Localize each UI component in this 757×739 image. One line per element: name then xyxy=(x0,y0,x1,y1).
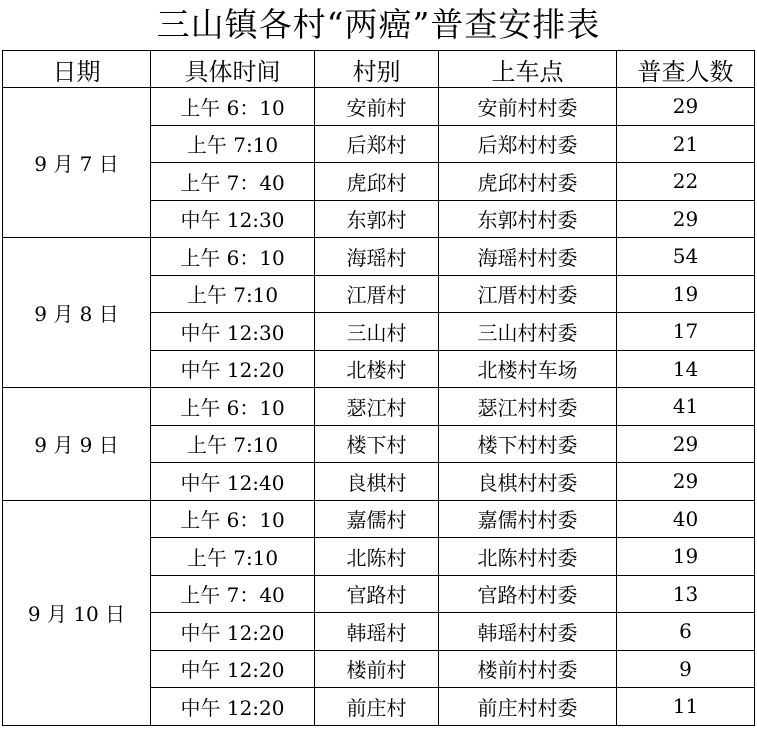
count-cell: 41 xyxy=(617,388,755,426)
village-cell: 韩瑶村 xyxy=(315,613,439,651)
time-cell: 上午 6：10 xyxy=(151,238,315,276)
time-cell: 上午 6：10 xyxy=(151,500,315,538)
time-cell: 上午 7:10 xyxy=(151,425,315,463)
village-cell: 虎邱村 xyxy=(315,163,439,201)
pickup-cell: 前庄村村委 xyxy=(439,688,617,726)
column-header-pickup: 上车点 xyxy=(439,51,617,88)
count-cell: 21 xyxy=(617,125,755,163)
village-cell: 海瑶村 xyxy=(315,238,439,276)
village-cell: 东郭村 xyxy=(315,200,439,238)
table-row xyxy=(3,500,755,538)
village-cell: 前庄村 xyxy=(315,688,439,726)
pickup-cell: 楼下村村委 xyxy=(439,425,617,463)
column-header-time: 具体时间 xyxy=(151,51,315,88)
count-cell: 29 xyxy=(617,425,755,463)
pickup-cell: 官路村村委 xyxy=(439,575,617,613)
village-cell: 后郑村 xyxy=(315,125,439,163)
time-cell: 上午 7:10 xyxy=(151,275,315,313)
village-cell: 楼下村 xyxy=(315,425,439,463)
pickup-cell: 嘉儒村村委 xyxy=(439,500,617,538)
pickup-cell: 北陈村村委 xyxy=(439,538,617,576)
count-cell: 19 xyxy=(617,538,755,576)
village-cell: 嘉儒村 xyxy=(315,500,439,538)
count-cell: 22 xyxy=(617,163,755,201)
village-cell: 三山村 xyxy=(315,313,439,351)
pickup-cell: 良棋村村委 xyxy=(439,463,617,501)
village-cell: 瑟江村 xyxy=(315,388,439,426)
schedule-table xyxy=(2,50,755,726)
document-title: 三山镇各村“两癌”普查安排表 xyxy=(156,5,601,44)
time-cell: 中午 12:20 xyxy=(151,613,315,651)
count-cell: 9 xyxy=(617,650,755,688)
time-cell: 上午 7:10 xyxy=(151,125,315,163)
time-cell: 上午 7：40 xyxy=(151,575,315,613)
village-cell: 良棋村 xyxy=(315,463,439,501)
pickup-cell: 韩瑶村村委 xyxy=(439,613,617,651)
date-cell: 9 月 9 日 xyxy=(3,388,151,501)
time-cell: 中午 12:20 xyxy=(151,350,315,388)
time-cell: 中午 12:30 xyxy=(151,313,315,351)
time-cell: 上午 7：40 xyxy=(151,163,315,201)
time-cell: 中午 12:20 xyxy=(151,650,315,688)
pickup-cell: 后郑村村委 xyxy=(439,125,617,163)
count-cell: 29 xyxy=(617,463,755,501)
table-row xyxy=(3,388,755,426)
count-cell: 13 xyxy=(617,575,755,613)
date-cell: 9 月 10 日 xyxy=(3,500,151,725)
table-body xyxy=(3,88,755,726)
count-cell: 40 xyxy=(617,500,755,538)
table-row xyxy=(3,238,755,276)
pickup-cell: 三山村村委 xyxy=(439,313,617,351)
date-cell: 9 月 8 日 xyxy=(3,238,151,388)
count-cell: 6 xyxy=(617,613,755,651)
column-header-village: 村别 xyxy=(315,51,439,88)
count-cell: 11 xyxy=(617,688,755,726)
time-cell: 上午 6：10 xyxy=(151,388,315,426)
village-cell: 北楼村 xyxy=(315,350,439,388)
village-cell: 北陈村 xyxy=(315,538,439,576)
time-cell: 中午 12:30 xyxy=(151,200,315,238)
pickup-cell: 海瑶村村委 xyxy=(439,238,617,276)
table-row xyxy=(3,88,755,126)
date-cell: 9 月 7 日 xyxy=(3,88,151,238)
village-cell: 安前村 xyxy=(315,88,439,126)
count-cell: 54 xyxy=(617,238,755,276)
pickup-cell: 北楼村车场 xyxy=(439,350,617,388)
pickup-cell: 虎邱村村委 xyxy=(439,163,617,201)
time-cell: 上午 7:10 xyxy=(151,538,315,576)
pickup-cell: 楼前村村委 xyxy=(439,650,617,688)
pickup-cell: 江厝村村委 xyxy=(439,275,617,313)
time-cell: 上午 6：10 xyxy=(151,88,315,126)
column-header-date: 日期 xyxy=(3,51,151,88)
count-cell: 14 xyxy=(617,350,755,388)
count-cell: 29 xyxy=(617,88,755,126)
village-cell: 江厝村 xyxy=(315,275,439,313)
pickup-cell: 安前村村委 xyxy=(439,88,617,126)
column-header-count: 普查人数 xyxy=(617,51,755,88)
count-cell: 29 xyxy=(617,200,755,238)
village-cell: 官路村 xyxy=(315,575,439,613)
village-cell: 楼前村 xyxy=(315,650,439,688)
pickup-cell: 东郭村村委 xyxy=(439,200,617,238)
count-cell: 17 xyxy=(617,313,755,351)
time-cell: 中午 12:40 xyxy=(151,463,315,501)
header-row xyxy=(3,51,755,88)
time-cell: 中午 12:20 xyxy=(151,688,315,726)
pickup-cell: 瑟江村村委 xyxy=(439,388,617,426)
count-cell: 19 xyxy=(617,275,755,313)
